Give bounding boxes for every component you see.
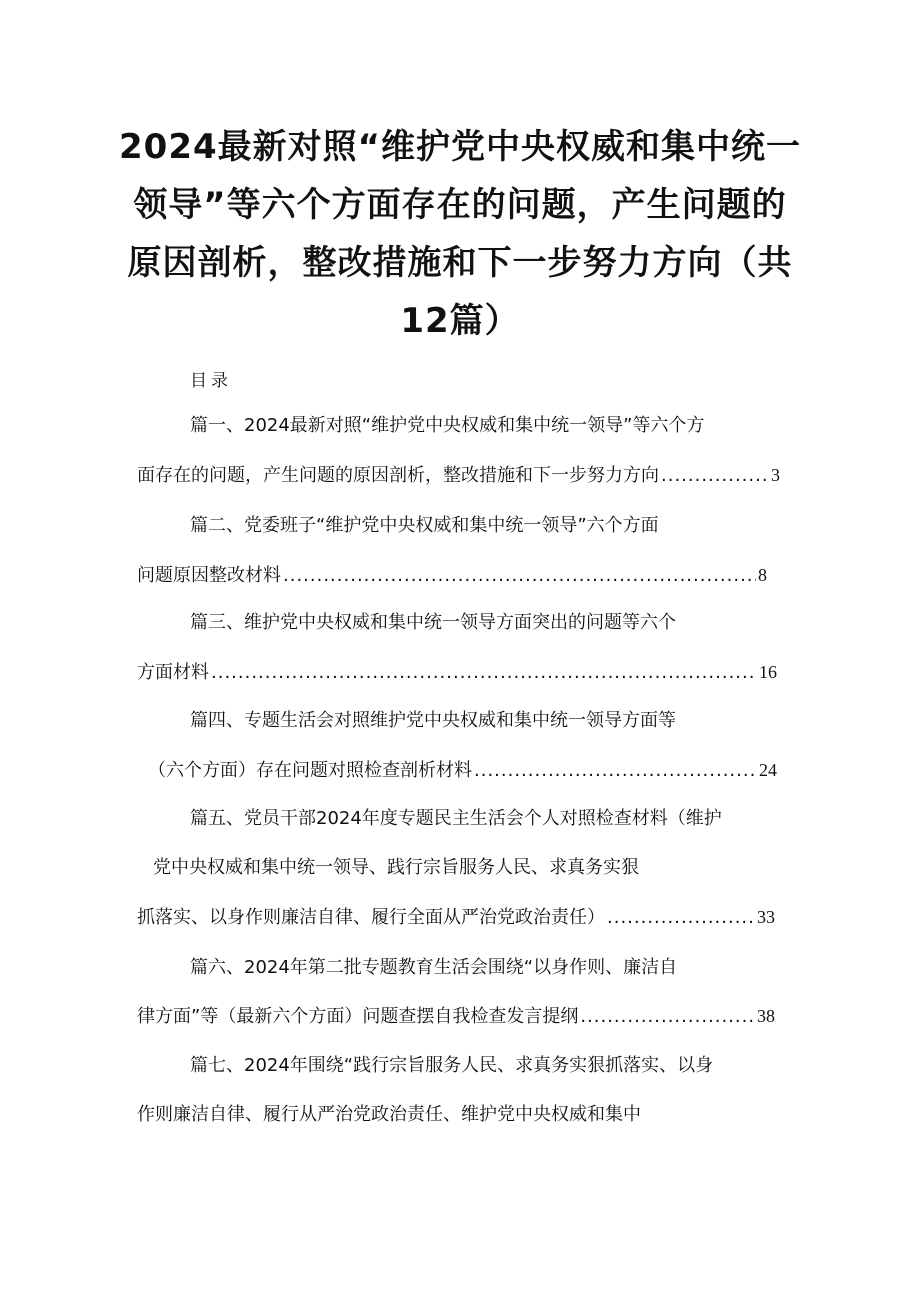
toc-entry-text: 问题原因整改材料 (137, 565, 281, 586)
page-number: 24 (759, 760, 777, 780)
document-title (60, 118, 860, 350)
toc-entry-1-line-2[interactable] (137, 462, 780, 488)
dot-leader (580, 1004, 755, 1030)
dot-leader (211, 660, 757, 686)
toc-entry-7-line-1[interactable]: 篇七、2024年围绕“践行宗旨服务人民、求真务实狠抓落实、以身 (190, 1055, 714, 1076)
toc-entry-5-line-2[interactable]: 党中央权威和集中统一领导、践行宗旨服务人民、求真务实狠 (153, 857, 639, 878)
dot-leader (607, 905, 755, 931)
dot-leader (283, 563, 756, 589)
toc-entry-text: 方面材料 (137, 662, 209, 683)
toc-entry-4-line-1[interactable]: 篇四、专题生活会对照维护党中央权威和集中统一领导方面等 (190, 710, 676, 731)
title-line: 2024最新对照“维护党中央权威和集中统一 (119, 127, 801, 167)
toc-entry-text: 抓落实、以身作则廉洁自律、履行全面从严治党政治责任） (137, 907, 605, 928)
toc-entry-5-line-1[interactable]: 篇五、党员干部2024年度专题民主生活会个人对照检查材料（维护 (190, 808, 722, 829)
toc-heading: 目录 (190, 371, 232, 391)
page-number: 33 (757, 907, 775, 927)
toc-entry-1-line-1[interactable]: 篇一、2024最新对照“维护党中央权威和集中统一领导”等六个方 (190, 415, 705, 436)
page-number: 3 (771, 465, 780, 485)
toc-entry-text: （六个方面）存在问题对照检查剖析材料 (148, 760, 472, 781)
toc-entry-text: 律方面”等（最新六个方面）问题查摆自我检查发言提纲 (137, 1006, 579, 1027)
toc-entry-7-line-2[interactable]: 作则廉洁自律、履行从严治党政治责任、维护党中央权威和集中 (137, 1104, 641, 1125)
toc-entry-text: 面存在的问题，产生问题的原因剖析，整改措施和下一步努力方向 (137, 465, 659, 486)
title-line: 12篇） (400, 301, 520, 341)
page-number: 8 (758, 565, 767, 585)
dot-leader (661, 463, 769, 489)
page-number: 38 (757, 1006, 775, 1026)
page-number: 16 (759, 662, 777, 682)
title-line: 原因剖析，整改措施和下一步努力方向（共 (127, 243, 793, 283)
toc-entry-6-line-2[interactable] (137, 1003, 775, 1029)
dot-leader (474, 758, 757, 784)
toc-entry-3-line-2[interactable] (137, 659, 777, 685)
toc-entry-2-line-2[interactable] (137, 562, 767, 588)
toc-entry-6-line-1[interactable]: 篇六、2024年第二批专题教育生活会围绕“以身作则、廉洁自 (190, 957, 678, 978)
toc-entry-4-line-2[interactable] (148, 757, 777, 783)
toc-entry-2-line-1[interactable]: 篇二、党委班子“维护党中央权威和集中统一领导”六个方面 (190, 515, 659, 536)
toc-entry-3-line-1[interactable]: 篇三、维护党中央权威和集中统一领导方面突出的问题等六个 (190, 612, 676, 633)
title-line: 领导”等六个方面存在的问题，产生问题的 (133, 185, 787, 225)
toc-entry-5-line-3[interactable] (137, 904, 775, 930)
